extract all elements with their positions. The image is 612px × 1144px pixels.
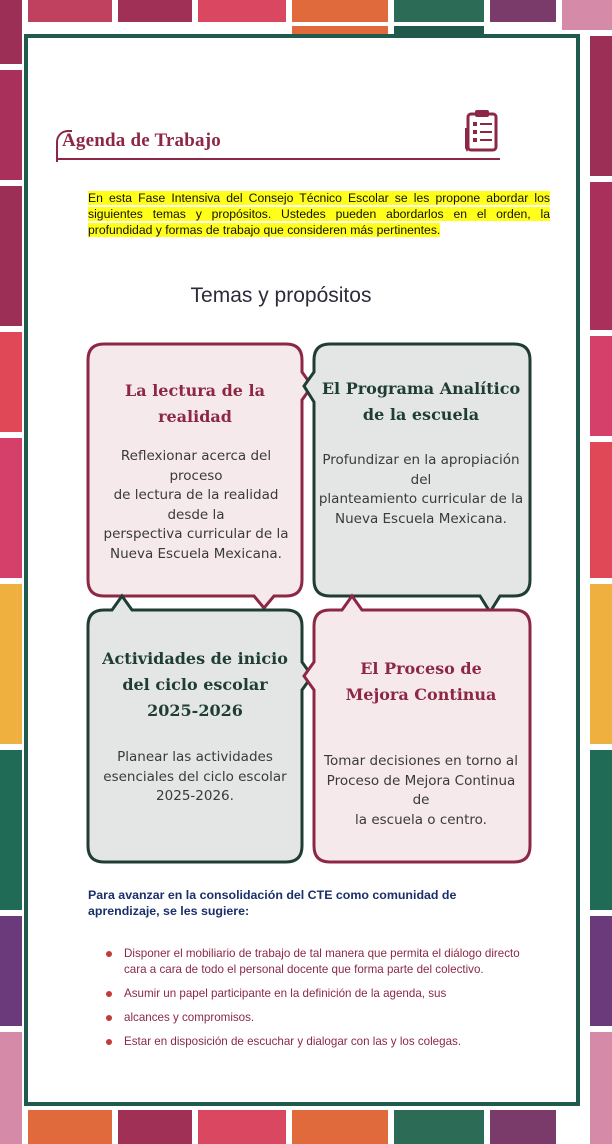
intro-paragraph: En esta Fase Intensiva del Consejo Técnico Escolar se les propone abordar los siguientes temas y propósitos. Ustedes pueden abordarlos en el orden, la profundidad y formas de trabajo que consideren más pertinentes. [88, 191, 550, 237]
suggestions-list [104, 946, 544, 1058]
card-title-3: Actividades de inicio del ciclo escolar 2025-2026 [102, 649, 288, 720]
card-desc-4: Tomar decisiones en torno al Proceso de Mejora Continua de la escuela o centro. [324, 753, 518, 828]
bullet-dot-icon [106, 951, 112, 957]
card-title-2: El Programa Analítico de la escuela [321, 379, 521, 424]
page-title: Agenda de Trabajo [62, 130, 221, 151]
card-title-1: La lectura de la realidad [125, 381, 265, 426]
bullet-dot-icon [106, 1015, 112, 1021]
list-item: Asumir un papel participante en la definición de la agenda, sus [104, 986, 544, 1002]
card-desc-2: Profundizar en la apropiación del planteamiento curricular de la Nueva Escuela Mexicana. [318, 452, 524, 527]
card-title-4: El Proceso de Mejora Continua [345, 659, 497, 704]
suggestions-lead: Para avanzar en la consolidación del CTE como comunidad de aprendizaje, se les sugiere: [88, 888, 457, 918]
card-desc-3: Planear las actividades esenciales del ciclo escolar 2025-2026. [103, 749, 287, 804]
bullet-dot-icon [106, 991, 112, 997]
card-desc-1: Reflexionar acerca del proceso de lectura de la realidad desde la perspectiva curricular de la Nueva Escuela Mexicana. [103, 448, 289, 562]
list-item: alcances y compromisos. [104, 1010, 544, 1026]
section-title: Temas y propósitos [190, 284, 372, 307]
card-shape-3 [88, 596, 312, 862]
list-item: Disponer el mobiliario de trabajo de tal manera que permita el diálogo directo cara a cara de todo el personal docente que forma parte del colectivo. [104, 946, 544, 978]
bullet-dot-icon [106, 1039, 112, 1045]
list-item: Estar en disposición de escuchar y dialogar con las y los colegas. [104, 1034, 544, 1050]
